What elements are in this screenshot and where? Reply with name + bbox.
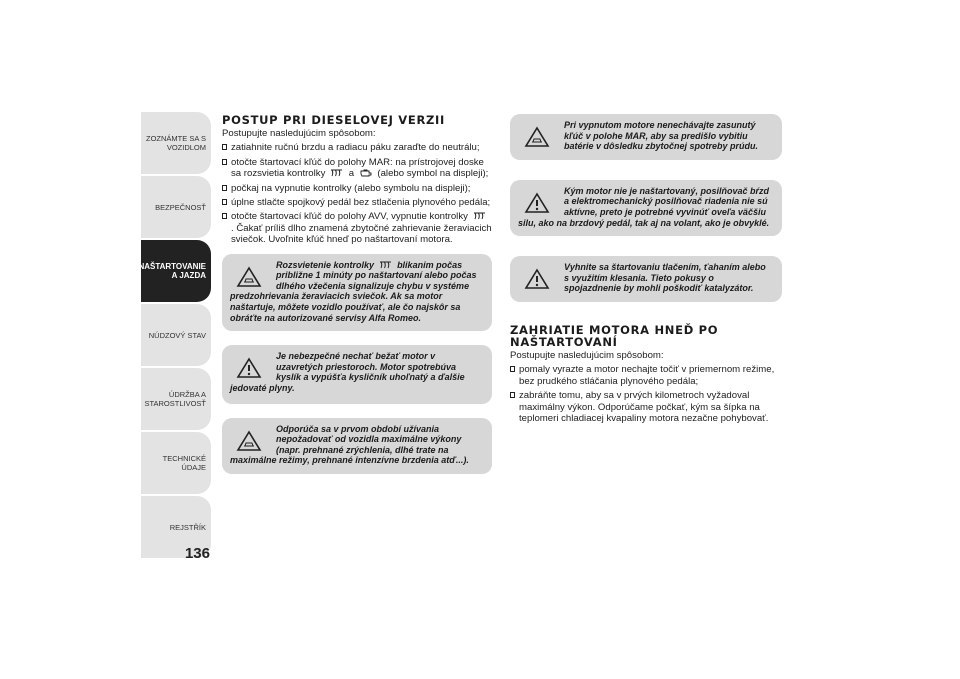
warning-box: Pri vypnutom motore nenechávajte zasunutý kľúč v polohe MAR, aby sa predišlo vybitiu batérie v dôsledku zbytočnej spotreby prúdu. xyxy=(510,114,782,160)
warning-box: Odporúča sa v prvom období užívania nepožadovať od vozidla maximálne výkony (napr. prehnané zrýchlenia, dlhé trate na maximálne režimy, prehnané intenzívne brzdenia atď...). xyxy=(222,418,492,474)
car-road-icon xyxy=(236,266,262,288)
steps-list xyxy=(510,364,782,424)
glow-plug-icon xyxy=(330,169,344,177)
warning-triangle-icon xyxy=(524,192,550,214)
list-item: úplne stlačte spojkový pedál bez stlačenia plynového pedála; xyxy=(222,197,492,208)
page-number: 136 xyxy=(184,545,210,562)
warning-box: Je nebezpečné nechať bežať motor v uzavretých priestoroch. Motor spotrebúva kyslík a vypúšťa kysličník uhoľnatý a ďalšie jedovaté plyny. xyxy=(222,345,492,403)
tab-nastartovanie[interactable]: NAŠTARTOVANIE A JAZDA xyxy=(141,240,211,302)
warning-box: Vyhnite sa štartovaniu tlačením, ťahaním alebo s využitím klesania. Tieto pokusy o spojazdnenie by mohli poškodiť katalyzátor. xyxy=(510,256,782,302)
tab-technicke-udaje[interactable]: TECHNICKÉ ÚDAJE xyxy=(141,432,211,494)
warning-triangle-icon xyxy=(236,357,262,379)
list-item: počkaj na vypnutie kontrolky (alebo symbolu na displeji); xyxy=(222,183,492,194)
glow-plug-icon xyxy=(473,212,487,220)
steps-list xyxy=(222,142,492,245)
car-road-icon xyxy=(524,126,550,148)
list-item: pomaly vyrazte a motor nechajte točiť v priemernom režime, bez prudkého stláčania plynového pedála; xyxy=(510,364,782,387)
list-item: zabráňte tomu, aby sa v prvých kilometroch vyžadoval maximálny výkon. Odporúčame počkať, kým sa šípka na teplomeri chladiacej kvapaliny motora nezačne pohybovať. xyxy=(510,390,782,424)
section-heading: ZAHRIATIE MOTORA HNEĎ PO NAŠTARTOVANÍ xyxy=(510,322,719,349)
engine-icon xyxy=(359,169,373,177)
glow-plug-icon xyxy=(379,261,393,269)
list-item: otočte štartovací kľúč do polohy AVV, vypnutie kontrolky . Čakať príliš dlho znamená zbytočné zahrievanie žeraviacich sviečok. Uvoľnite kľúč hneď po naštartovaní motora. xyxy=(222,211,492,245)
car-road-icon xyxy=(236,430,262,452)
right-column xyxy=(510,114,782,427)
tab-udrzba[interactable]: ÚDRŽBA A STAROSTLIVOSŤ xyxy=(141,368,211,430)
list-item: zatiahnite ručnú brzdu a radiacu páku zaraďte do neutrálu; xyxy=(222,142,492,153)
warning-box: Kým motor nie je naštartovaný, posilňovač bŕzd a elektromechanický posilňovač riadenia nie sú aktívne, preto je potrebné vyvinúť oveľa väčšiu silu, ako na brzdový pedál, tak aj na volant, ako je obvyklé. xyxy=(510,180,782,236)
tab-zoznamte-sa[interactable]: ZOZNÁMTE SA S VOZIDLOM xyxy=(141,112,211,174)
section-heading: POSTUP PRI DIESELOVEJ VERZII xyxy=(222,113,446,127)
tab-nudzovy-stav[interactable]: NÚDZOVÝ STAV xyxy=(141,304,211,366)
warning-triangle-icon xyxy=(524,268,550,290)
intro-text: Postupujte nasledujúcim spôsobom: xyxy=(510,349,664,361)
left-column xyxy=(222,114,492,474)
warning-box: Rozsvietenie kontrolky blikanim počas približne 1 minúty po naštartovaní alebo počas dlhého vžečenia signalizuje chybu v systéme predzohrievania žeraviacich sviečok. Ak sa motor naštartuje, môžete vozidlo používať, ale čo najskôr sa obráťte na autorizované servisy Alfa Romeo. xyxy=(222,254,492,332)
intro-text: Postupujte nasledujúcim spôsobom: xyxy=(222,128,376,139)
tab-bezpecnost[interactable]: BEZPEČNOSŤ xyxy=(141,176,211,238)
tab-rejstrik[interactable]: REJSTŘÍK xyxy=(141,496,211,558)
list-item: otočte štartovací kľúč do polohy MAR: na prístrojovej doske sa rozsvietia kontrolky a (alebo symbol na displeji); xyxy=(222,157,492,180)
